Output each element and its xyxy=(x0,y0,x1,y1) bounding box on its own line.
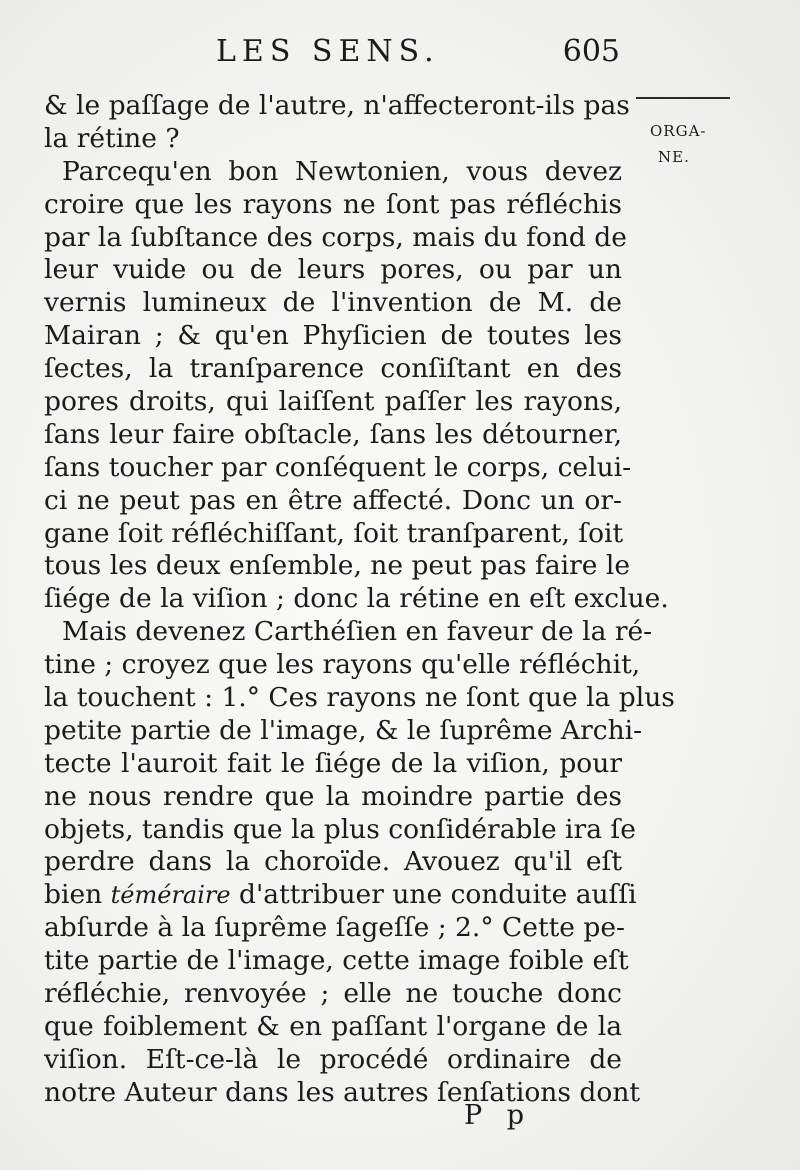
text-line: Mais devenez Carthéſien en faveur de la ré- xyxy=(62,616,653,648)
text-line: gane ſoit réfléchiſſant, ſoit tranſparent, ſoit xyxy=(44,517,624,549)
text-line: & le paſſage de l'autre, n'affecteront-ils pas xyxy=(44,90,630,121)
text-line: ſans leur faire obſtacle, ſans les détourner, xyxy=(44,418,622,450)
text-line: abſurde à la ſuprême ſageſſe ; 2.° Cette pe- xyxy=(44,912,625,944)
text-line: vernis lumineux de l'invention de M. de xyxy=(44,287,622,319)
marginal-note-line: ORGA- xyxy=(650,122,707,140)
text-line: tous les deux enſemble, ne peut pas faire le xyxy=(44,550,631,582)
body-text xyxy=(44,90,675,1110)
text-line: objets, tandis que la plus conſidérable ira ſe xyxy=(44,813,636,845)
text-line: ſiége de la viſion ; donc la rétine en eſt exclue. xyxy=(44,583,669,615)
text-line: Parcequ'en bon Newtonien, vous devez xyxy=(62,155,622,187)
text-line: leur vuide ou de leurs pores, ou par un xyxy=(44,254,622,286)
text-line: Mairan ; & qu'en Phyſicien de toutes les xyxy=(44,320,622,352)
marginal-note-line: NE. xyxy=(658,148,690,166)
text-line: croire que les rayons ne ſont pas réfléchis xyxy=(44,188,622,220)
text-line: la touchent : 1.° Ces rayons ne ſont que la plus xyxy=(44,682,675,714)
text-line: tine ; croyez que les rayons qu'elle réfléchit, xyxy=(44,649,641,681)
text-line: tecte l'auroit fait le ſiége de la viſion, pour xyxy=(44,747,622,779)
running-head xyxy=(46,34,620,74)
margin-rule xyxy=(636,97,730,99)
text-line: réfléchie, renvoyée ; elle ne touche donc xyxy=(44,978,622,1010)
text-line: ſectes, la tranſparence conſiſtant en des xyxy=(44,353,622,385)
text-line-mixed xyxy=(44,879,637,912)
text-segment: d'attribuer une conduite auſſi xyxy=(239,879,637,911)
page-number: 605 xyxy=(562,34,620,69)
text-line: par la ſubſtance des corps, mais du fond de xyxy=(44,221,627,253)
running-title: LES SENS. xyxy=(216,34,440,69)
text-line: viſion. Eſt-ce-là le procédé ordinaire de xyxy=(44,1043,622,1075)
text-line: petite partie de l'image, & le ſuprême Archi- xyxy=(44,714,643,746)
text-segment: bien xyxy=(44,879,103,911)
text-line: tite partie de l'image, cette image foible eſt xyxy=(44,945,629,977)
text-line: que foiblement & en paſſant l'organe de la xyxy=(44,1010,622,1042)
text-line: ci ne peut pas en être affecté. Donc un or- xyxy=(44,484,622,516)
signature-mark: P p xyxy=(464,1100,533,1131)
text-line: la rétine ? xyxy=(44,122,180,154)
text-line: notre Auteur dans les autres ſenſations dont xyxy=(44,1076,641,1108)
marginal-note xyxy=(650,118,706,170)
italic-word: téméraire xyxy=(110,881,231,910)
text-line: perdre dans la choroïde. Avouez qu'il eſt xyxy=(44,846,622,878)
text-line: ſans toucher par conſéquent le corps, celui- xyxy=(44,451,632,483)
text-line: pores droits, qui laiſſent paſſer les rayons, xyxy=(44,386,622,418)
text-line: ne nous rendre que la moindre partie des xyxy=(44,780,622,812)
